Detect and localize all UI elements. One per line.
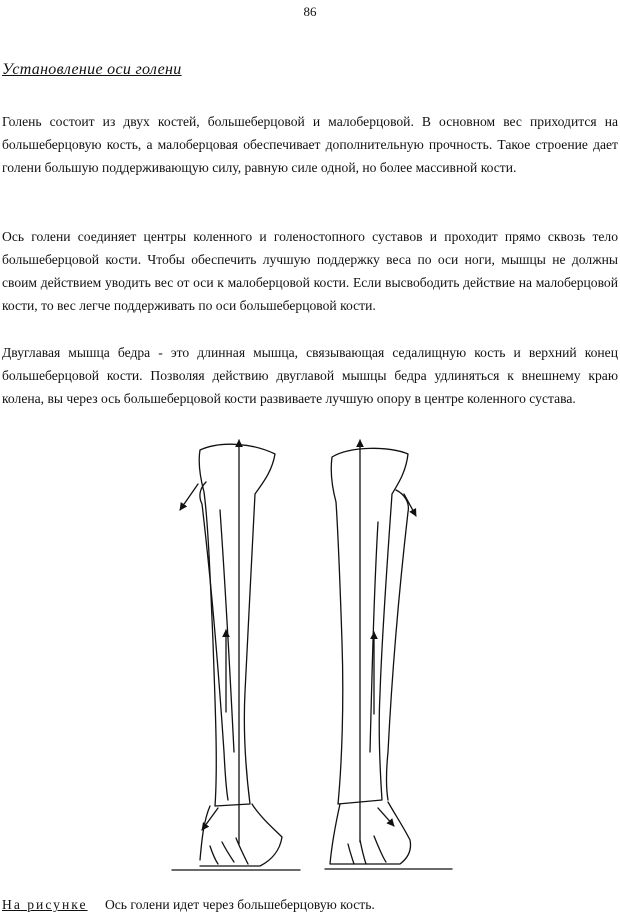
left-leg-drawing <box>172 440 300 870</box>
paragraph-3: Двуглавая мышца бедра - это длинная мышца, связывающая седалищную кость и верхний конец большеберцовой кости. Позволяя действию двуглавой мышцы бедра удлиняться к внешнему краю колена, вы через ось большеберцовой кости развиваете лучшую опору в центре коленного сустава. <box>2 345 618 406</box>
paragraph-2: Ось голени соединяет центры коленного и голеностопного суставов и проходит прямо сквозь тело большеберцовой кости. Чтобы обеспечить лучшую поддержку веса по оси ноги, мышцы не должны своим действием уводить вес от оси к малоберцовой кости. Если высвободить действие на малоберцовой кости, то вес легче поддерживать по оси большеберцовой кости. <box>2 229 618 313</box>
page-number: 86 <box>303 4 317 19</box>
section-heading: Установление оси голени <box>2 61 182 78</box>
figure-caption <box>2 897 375 913</box>
paragraph-1: Голень состоит из двух костей, большеберцовой и малоберцовой. В основном вес приходится на большеберцовую кость, а малоберцовая обеспечивает дополнительную прочность. Такое строение дает голени большую поддерживающую силу, равную силе одной, но более массивной кости. <box>2 114 618 175</box>
caption-label: На рисунке <box>2 897 88 912</box>
lower-leg-axis-illustration <box>160 432 460 887</box>
right-leg-drawing <box>325 440 452 869</box>
caption-text: Ось голени идет через большеберцовую кость. <box>104 897 375 912</box>
